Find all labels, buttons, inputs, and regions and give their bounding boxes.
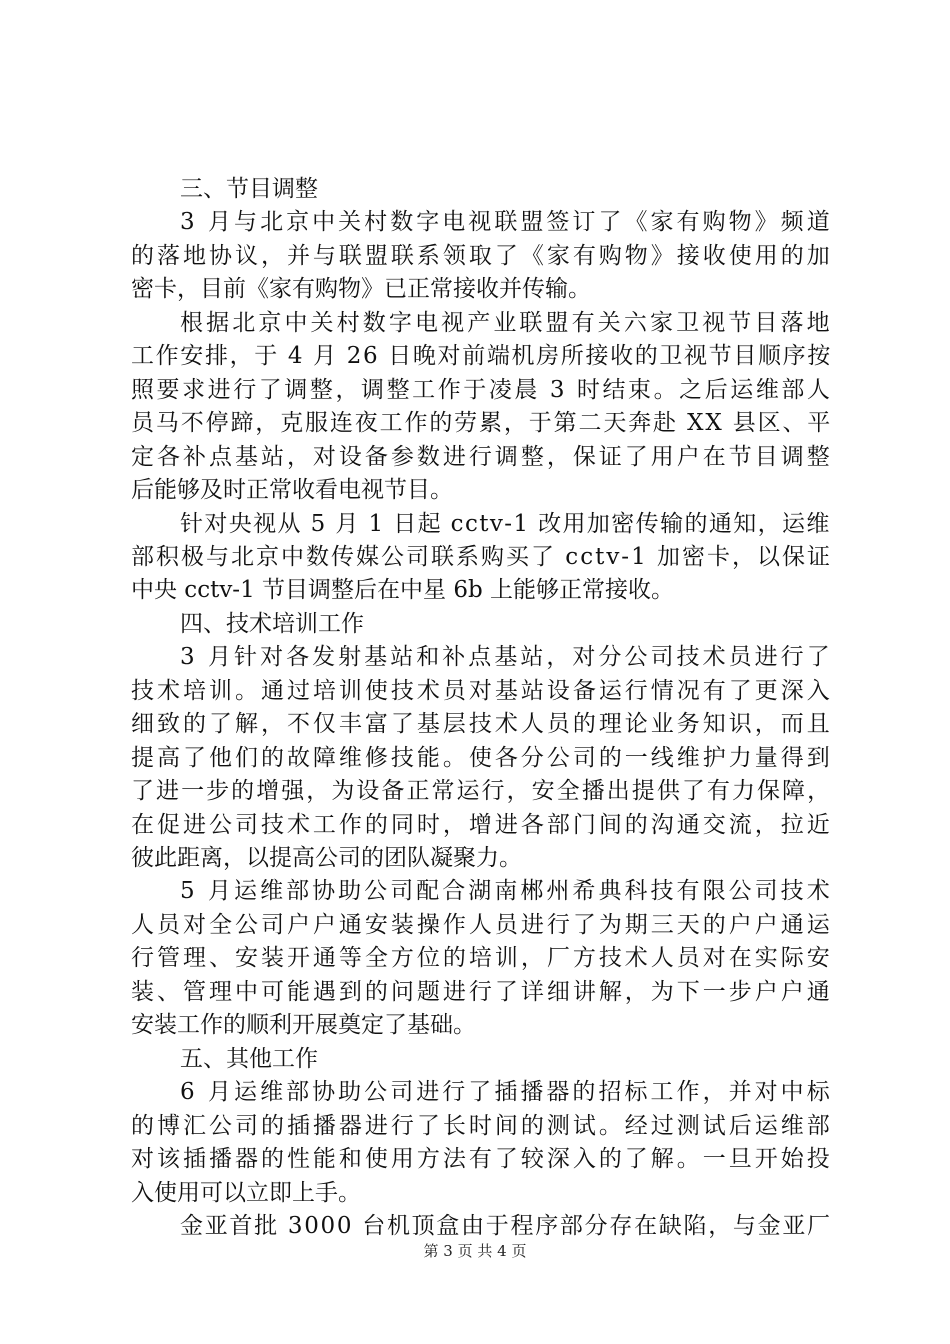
paragraph-line: 6 月运维部协助公司进行了插播器的招标工作，并对中标 bbox=[180, 1079, 833, 1105]
paragraph-line: 密卡，目前《家有购物》已正常接收并传输。 bbox=[131, 276, 591, 302]
paragraph-line: 工作安排，于 4 月 26 日晚对前端机房所接收的卫视节目顺序按 bbox=[131, 343, 832, 369]
paragraph-line: 了进一步的增强，为设备正常运行，安全播出提供了有力保障， bbox=[131, 778, 833, 804]
paragraph-line: 5 月运维部协助公司配合湖南郴州希典科技有限公司技术 bbox=[180, 878, 833, 904]
paragraph-line: 部积极与北京中数传媒公司联系购买了 cctv-1 加密卡，以保证 bbox=[131, 544, 833, 570]
paragraph-line: 后能够及时正常收看电视节目。 bbox=[131, 477, 453, 503]
paragraph-line: 3 月针对各发射基站和补点基站，对分公司技术员进行了 bbox=[180, 644, 833, 670]
paragraph-line: 根据北京中关村数字电视产业联盟有关六家卫视节目落地 bbox=[180, 310, 833, 336]
section-heading: 五、其他工作 bbox=[180, 1046, 318, 1072]
section-heading: 三、节目调整 bbox=[180, 176, 318, 202]
page-footer: 第 3 页 共 4 页 bbox=[423, 1242, 527, 1260]
paragraph-line: 人员对全公司户户通安装操作人员进行了为期三天的户户通运 bbox=[131, 912, 833, 938]
paragraph-line: 提高了他们的故障维修技能。使各分公司的一线维护力量得到 bbox=[131, 745, 833, 771]
paragraph-line: 彼此距离，以提高公司的团队凝聚力。 bbox=[131, 845, 522, 871]
paragraph-line: 中央 cctv-1 节目调整后在中星 6b 上能够正常接收。 bbox=[131, 577, 675, 603]
paragraph-line: 入使用可以立即上手。 bbox=[131, 1180, 361, 1206]
paragraph-line: 针对央视从 5 月 1 日起 cctv-1 改用加密传输的通知，运维 bbox=[180, 511, 831, 537]
paragraph-line: 的博汇公司的插播器进行了长时间的测试。经过测试后运维部 bbox=[131, 1113, 833, 1139]
paragraph-line: 细致的了解，不仅丰富了基层技术人员的理论业务知识，而且 bbox=[131, 711, 833, 737]
paragraph-line: 员马不停蹄，克服连夜工作的劳累，于第二天奔赴 XX 县区、平 bbox=[131, 410, 833, 436]
paragraph-line: 安装工作的顺利开展奠定了基础。 bbox=[131, 1012, 476, 1038]
paragraph-line: 金亚首批 3000 台机顶盒由于程序部分存在缺陷，与金亚厂 bbox=[180, 1213, 832, 1239]
paragraph-line: 的落地协议，并与联盟联系领取了《家有购物》接收使用的加 bbox=[131, 243, 833, 269]
paragraph-line: 3 月与北京中关村数字电视联盟签订了《家有购物》频道 bbox=[180, 209, 833, 235]
paragraph-line: 行管理、安装开通等全方位的培训，厂方技术人员对在实际安 bbox=[131, 945, 833, 971]
paragraph-line: 照要求进行了调整，调整工作于凌晨 3 时结束。之后运维部人 bbox=[131, 377, 833, 403]
paragraph-line: 在促进公司技术工作的同时，增进各部门间的沟通交流，拉近 bbox=[131, 812, 833, 838]
paragraph-line: 装、管理中可能遇到的问题进行了详细讲解，为下一步户户通 bbox=[131, 979, 833, 1005]
section-heading: 四、技术培训工作 bbox=[180, 611, 364, 637]
paragraph-line: 定各补点基站，对设备参数进行调整，保证了用户在节目调整 bbox=[131, 444, 833, 470]
paragraph-line: 技术培训。通过培训使技术员对基站设备运行情况有了更深入 bbox=[131, 678, 833, 704]
paragraph-line: 对该插播器的性能和使用方法有了较深入的了解。一旦开始投 bbox=[131, 1146, 833, 1172]
